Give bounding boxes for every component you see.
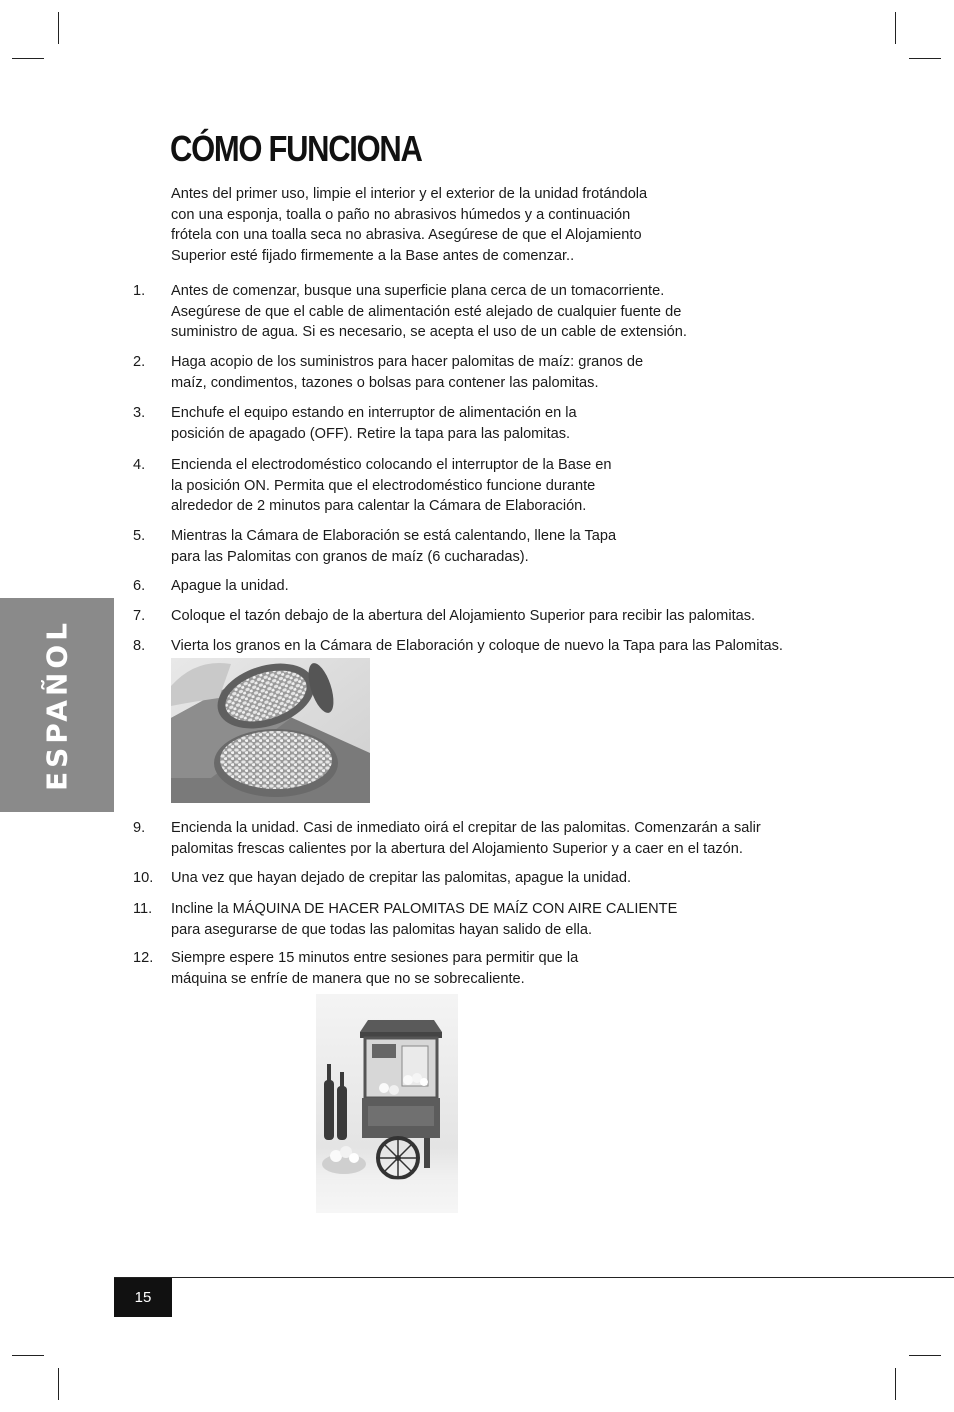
crop-mark [909,58,941,59]
intro-line: Antes del primer uso, limpie el interior y el exterior de la unidad frotándola [171,186,648,202]
step-text: Haga acopio de los suministros para hacer palomitas de maíz: granos de [171,354,644,370]
step-number: 6. [133,578,146,594]
crop-mark [58,12,59,44]
step-text: la posición ON. Permita que el electrodoméstico funcione durante [171,477,596,494]
page-number-box [114,1278,172,1317]
step-text: alrededor de 2 minutos para calentar la Cámara de Elaboración. [171,498,587,514]
step-text: para las Palomitas con granos de maíz (6 cucharadas). [171,548,529,565]
step-text: Encienda la unidad. Casi de inmediato oirá el crepitar de las palomitas. Comenzarán a salir [171,820,761,836]
step-number: 5. [133,528,146,544]
popcorn-cart-photo [316,994,458,1213]
language-label: ESPAÑOL [40,619,74,791]
step-text: maíz, condimentos, tazones o bolsas para contener las palomitas. [171,374,599,391]
page-number: 15 [134,1289,152,1306]
crop-mark [909,1355,941,1356]
step-text: máquina se enfríe de manera que no se sobrecaliente. [171,970,525,987]
step-number: 3. [133,405,146,421]
step-number: 11. [133,901,153,917]
step-text: Incline la MÁQUINA DE HACER PALOMITAS DE MAÍZ CON AIRE CALIENTE [171,901,678,917]
step-number: 8. [133,638,146,654]
step-text: para asegurarse de que todas las palomitas hayan salido de ella. [171,921,593,938]
cart-photo-graphic [316,994,458,1213]
step-number: 9. [133,820,146,836]
step-text: Encienda el electrodoméstico colocando el interruptor de la Base en [171,457,612,473]
footer-rule [114,1277,954,1278]
intro-line: con una esponja, toalla o paño no abrasivos húmedos y a continuación [171,206,631,223]
step-text: Siempre espere 15 minutos entre sesiones para permitir que la [171,950,579,966]
kernels-photo-graphic [171,658,370,803]
step-number: 12. [133,950,154,966]
step-text: Una vez que hayan dejado de crepitar las palomitas, apague la unidad. [171,870,632,886]
step-text: Asegúrese de que el cable de alimentación esté alejado de cualquier fuente de [171,303,682,320]
step-number: 10. [133,870,154,886]
step-text: Vierta los granos en la Cámara de Elaboración y coloque de nuevo la Tapa para las Palomitas. [171,638,783,654]
step-text: Coloque el tazón debajo de la abertura del Alojamiento Superior para recibir las palomitas. [171,608,756,624]
crop-mark [895,1368,896,1400]
step-text: suministro de agua. Si es necesario, se acepta el uso de un cable de extensión. [171,324,687,340]
step-text: palomitas frescas calientes por la abertura del Alojamiento Superior y a caer en el tazón. [171,840,743,857]
crop-mark [58,1368,59,1400]
step-text: Antes de comenzar, busque una superficie plana cerca de un tomacorriente. [171,283,665,299]
page-title: CÓMO FUNCIONA [170,128,422,169]
step-text: posición de apagado (OFF). Retire la tapa para las palomitas. [171,425,571,442]
step-number: 4. [133,457,146,473]
step-number: 1. [133,283,146,299]
step-text: Apague la unidad. [171,578,289,594]
step-text: Enchufe el equipo estando en interruptor de alimentación en la [171,405,577,421]
kernels-pouring-photo [171,658,370,803]
intro-paragraph [171,184,711,266]
crop-mark [12,58,44,59]
language-side-tab [0,598,114,812]
intro-line: Superior esté fijado firmemente a la Base antes de comenzar.. [171,247,575,264]
crop-mark [895,12,896,44]
crop-mark [12,1355,44,1356]
step-number: 7. [133,608,146,624]
intro-line: frótela con una toalla seca no abrasiva. Asegúrese de que el Alojamiento [171,227,642,243]
step-number: 2. [133,354,146,370]
step-text: Mientras la Cámara de Elaboración se está calentando, llene la Tapa [171,528,617,544]
